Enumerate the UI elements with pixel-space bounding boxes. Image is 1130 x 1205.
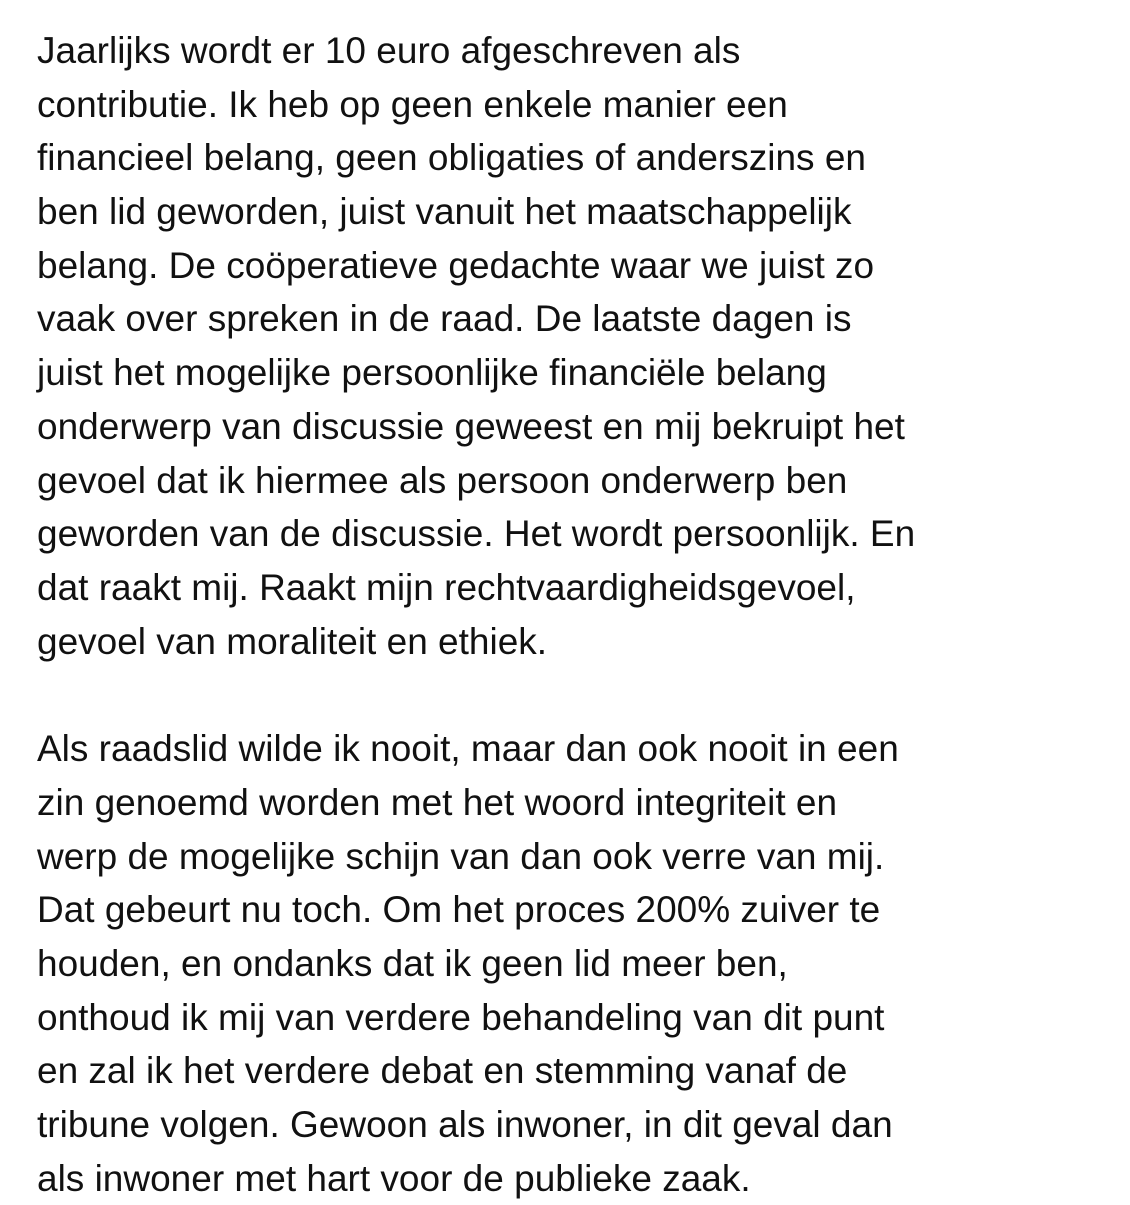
text-line: Jaarlijks wordt er 10 euro afgeschreven als (37, 30, 741, 71)
text-line: geworden van de discussie. Het wordt persoonlijk. En (37, 513, 916, 555)
text-line: Dat gebeurt nu toch. Om het proces 200% zuiver te (37, 889, 881, 931)
text-line: zin genoemd worden met het woord integriteit en (37, 781, 838, 823)
text-line: gevoel van moraliteit en ethiek. (37, 620, 548, 662)
text-line: vaak over spreken in de raad. De laatste dagen is (37, 298, 852, 340)
text-line: en zal ik het verdere debat en stemming vanaf de (37, 1050, 848, 1092)
paragraph-1 (37, 24, 1117, 668)
note-text (37, 24, 1117, 1205)
paragraph-2 (37, 722, 1117, 1205)
text-line: onthoud ik mij van verdere behandeling van dit punt (37, 996, 885, 1038)
text-line: tribune volgen. Gewoon als inwoner, in dit geval dan (37, 1104, 893, 1146)
text-line: Als raadslid wilde ik nooit, maar dan ook nooit in een (37, 728, 899, 770)
text-line: houden, en ondanks dat ik geen lid meer ben, (37, 943, 788, 984)
text-line: belang. De coöperatieve gedachte waar we juist zo (37, 244, 875, 286)
text-line: ben lid geworden, juist vanuit het maatschappelijk (37, 191, 852, 233)
text-line: juist het mogelijke persoonlijke financiële belang (37, 352, 827, 394)
text-line: onderwerp van discussie geweest en mij bekruipt het (37, 405, 905, 447)
text-line: financieel belang, geen obligaties of anderszins en (37, 137, 866, 179)
text-line: contributie. Ik heb op geen enkele manier een (37, 83, 788, 125)
text-line: werp de mogelijke schijn van dan ook verre van mij. (37, 835, 885, 877)
text-line: dat raakt mij. Raakt mijn rechtvaardigheidsgevoel, (37, 566, 856, 608)
text-line: gevoel dat ik hiermee als persoon onderwerp ben (37, 459, 848, 501)
text-line: als inwoner met hart voor de publieke zaak. (37, 1157, 751, 1199)
